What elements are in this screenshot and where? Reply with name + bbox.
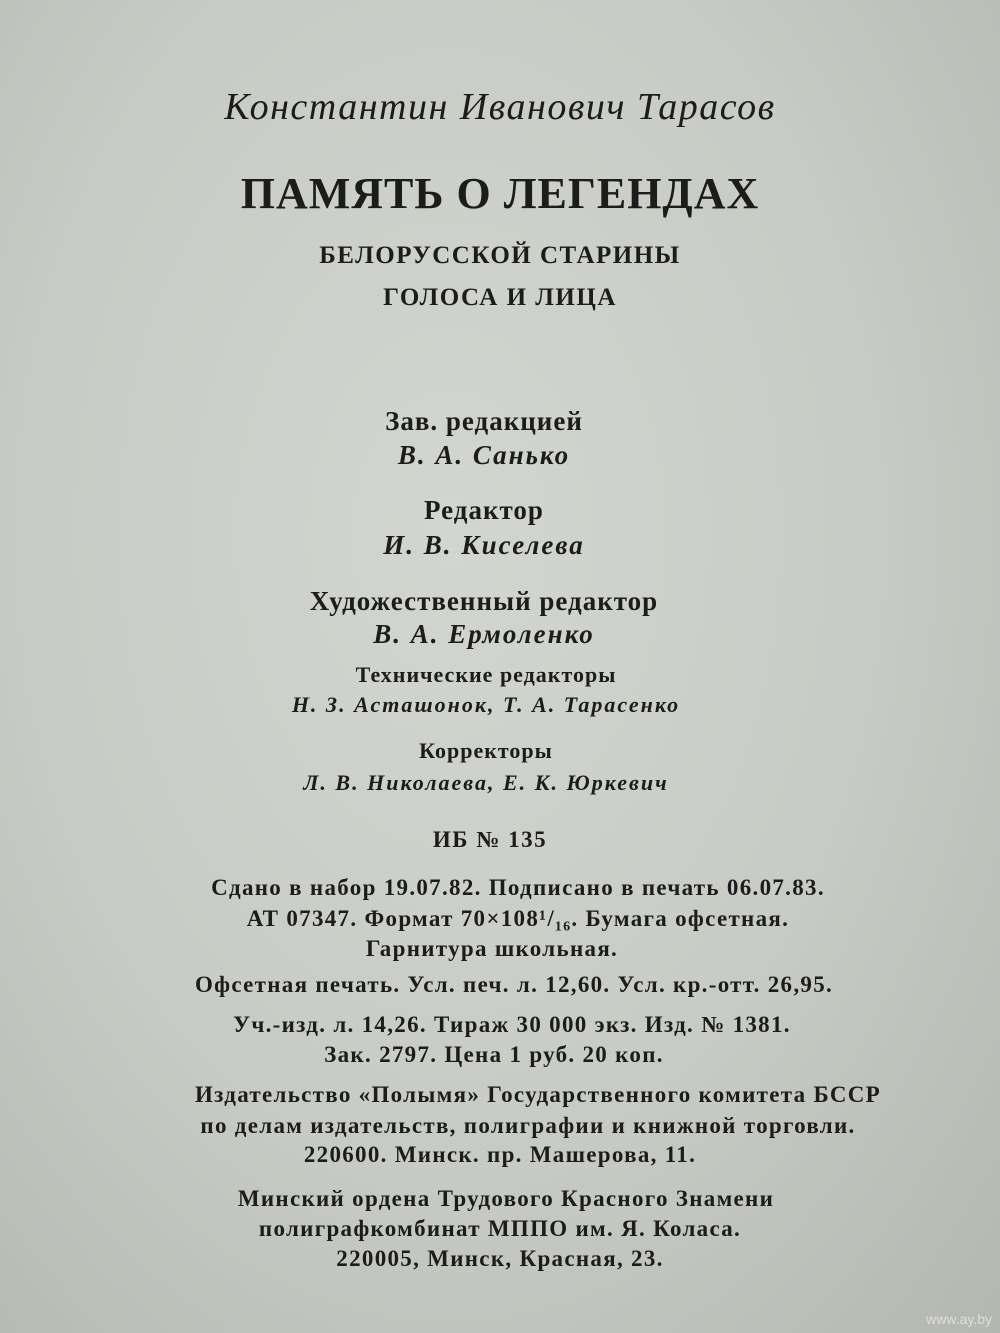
printer-line-1: Минский ордена Трудового Красного Знамени (237, 1186, 775, 1211)
art-editor-name: В. А. Ермоленко (373, 619, 595, 649)
printer-line-3: 220005, Минск, Красная, 23. (336, 1246, 664, 1271)
imprint-line-6: Зак. 2797. Цена 1 руб. 20 коп. (324, 1042, 664, 1067)
ib-number: ИБ № 135 (432, 827, 548, 852)
publisher-line-1: Издательство «Полымя» Государственного комитета БССР (194, 1082, 882, 1107)
imprint-line-5: Уч.-изд. л. 14,26. Тираж 30 000 экз. Изд. № 1381. (233, 1012, 791, 1037)
imprint-line-2: АТ 07347. Формат 70×108¹/₁₆. Бумага офсетная. (246, 906, 790, 931)
art-editor-role: Художественный редактор (309, 586, 659, 616)
publisher-line-3: 220600. Минск. пр. Машерова, 11. (303, 1142, 697, 1167)
imprint-line-1: Сдано в набор 19.07.82. Подписано в печать 06.07.83. (211, 875, 825, 900)
editor-role: Редактор (424, 495, 544, 525)
tech-editors-role: Технические редакторы (355, 662, 617, 687)
printer-line-2: полиграфкомбинат МППО им. Я. Коласа. (258, 1216, 742, 1241)
publisher-line-2: по делам издательств, полиграфии и книжной торговли. (200, 1113, 856, 1138)
imprint-line-4: Офсетная печать. Усл. печ. л. 12,60. Усл. кр.-отт. 26,95. (194, 972, 834, 997)
author-name: Константин Иванович Тарасов (224, 86, 776, 128)
tech-editors-names: Н. З. Асташонок, Т. А. Тарасенко (291, 692, 681, 717)
site-watermark: www.ay.by (926, 1311, 992, 1327)
head-editor-role: Зав. редакцией (385, 406, 583, 436)
proofreaders-role: Корректоры (419, 738, 553, 763)
subtitle-line-2: ГОЛОСА И ЛИЦА (383, 284, 617, 311)
subtitle-line-1: БЕЛОРУССКОЙ СТАРИНЫ (319, 242, 681, 269)
head-editor-name: В. А. Санько (397, 440, 571, 470)
editor-name: И. В. Киселева (383, 530, 585, 560)
imprint-line-3: Гарнитура школьная. (365, 936, 619, 961)
book-title: ПАМЯТЬ О ЛЕГЕНДАХ (240, 169, 760, 218)
proofreaders-names: Л. В. Николаева, Е. К. Юркевич (303, 770, 669, 795)
